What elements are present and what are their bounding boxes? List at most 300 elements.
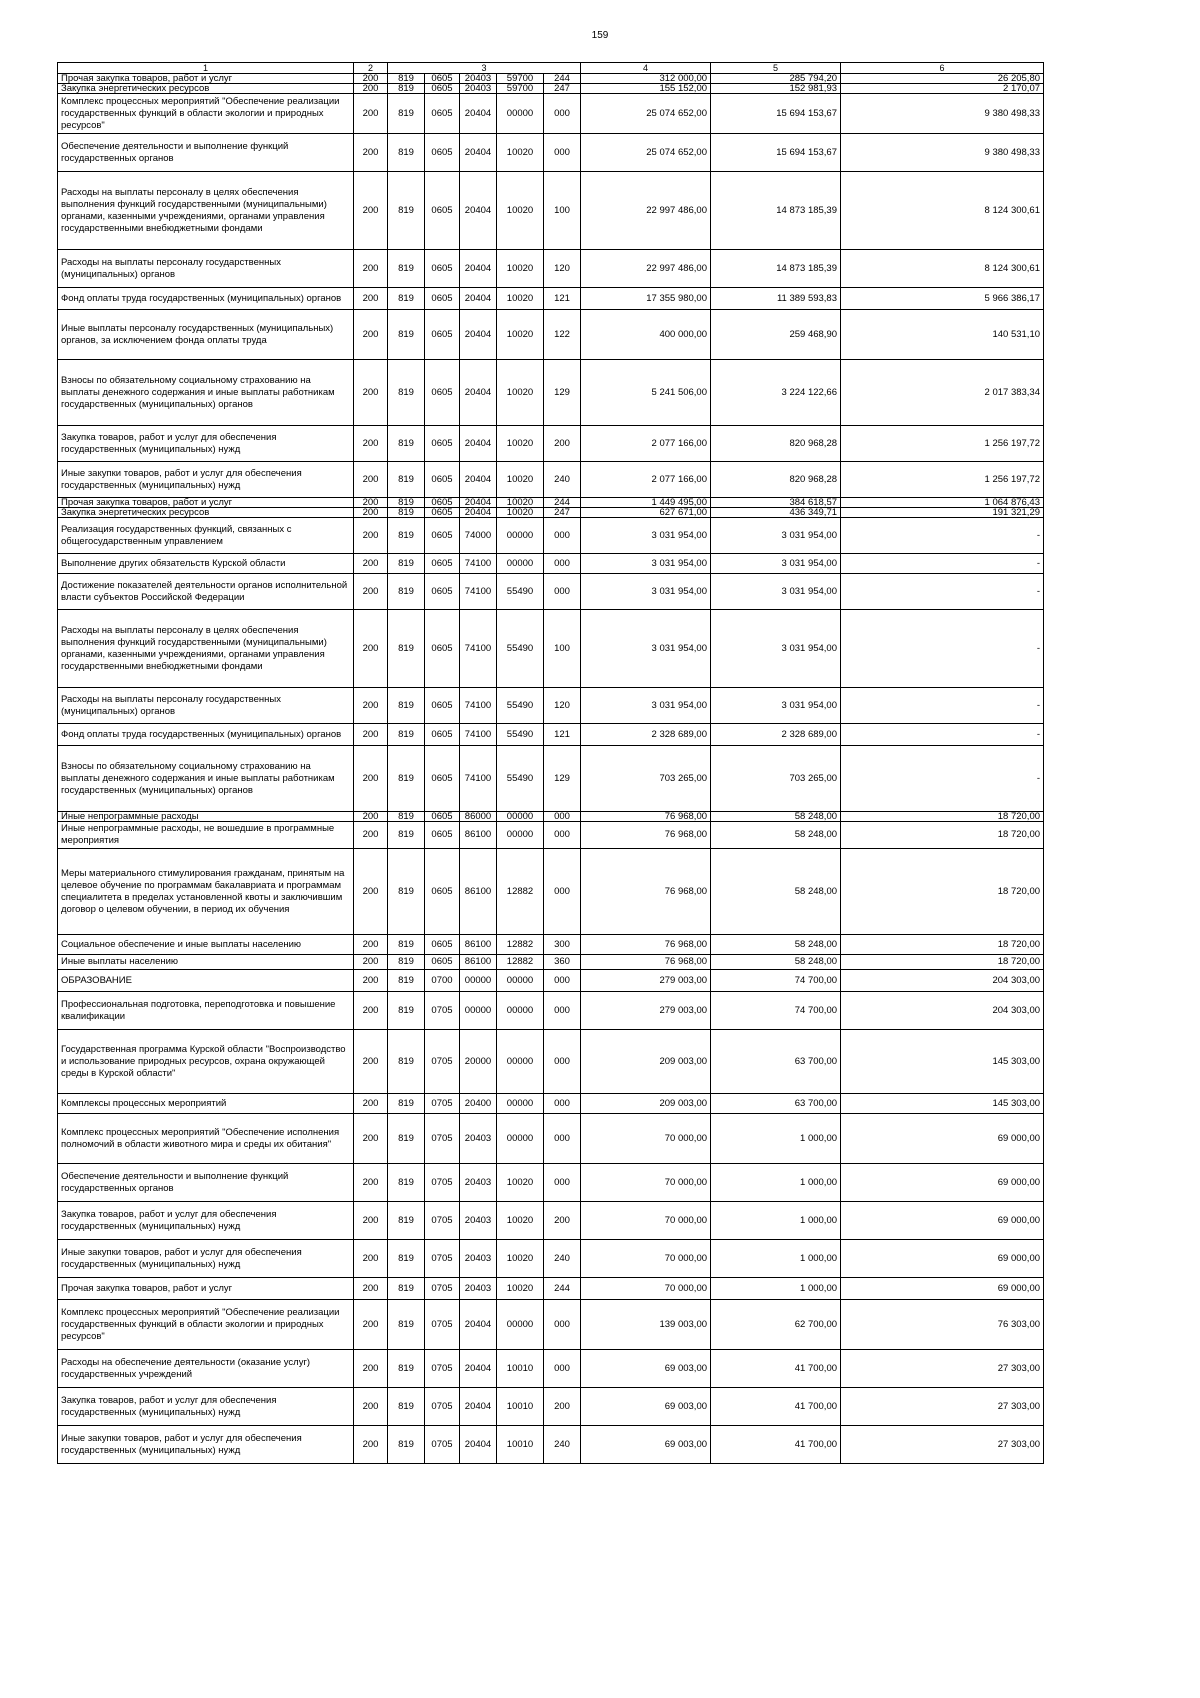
cell-c3a: 819 xyxy=(388,462,425,498)
cell-c3c: 20404 xyxy=(460,462,497,498)
cell-c3d: 10020 xyxy=(497,426,544,462)
cell-c5: 820 968,28 xyxy=(711,462,841,498)
cell-c4: 69 003,00 xyxy=(581,1426,711,1464)
cell-c5: 820 968,28 xyxy=(711,426,841,462)
cell-c3a: 819 xyxy=(388,84,425,94)
budget-table xyxy=(57,62,1044,1464)
cell-c3e: 244 xyxy=(544,74,581,84)
cell-c3d: 10020 xyxy=(497,508,544,518)
cell-c3c: 86100 xyxy=(460,822,497,849)
cell-c6: 27 303,00 xyxy=(841,1426,1044,1464)
cell-c3a: 819 xyxy=(388,574,425,610)
cell-name: Закупка товаров, работ и услуг для обеспечения государственных (муниципальных) нужд xyxy=(58,1202,354,1240)
cell-c4: 1 449 495,00 xyxy=(581,498,711,508)
table-row xyxy=(58,610,1044,688)
cell-c5: 15 694 153,67 xyxy=(711,134,841,172)
cell-c3a: 819 xyxy=(388,288,425,310)
cell-c2: 200 xyxy=(354,94,388,134)
cell-c3a: 819 xyxy=(388,935,425,955)
cell-c6: 2 170,07 xyxy=(841,84,1044,94)
cell-c6: 69 000,00 xyxy=(841,1202,1044,1240)
cell-c5: 3 224 122,66 xyxy=(711,360,841,426)
cell-c3e: 000 xyxy=(544,1094,581,1114)
cell-c3d: 55490 xyxy=(497,610,544,688)
col-header-4: 4 xyxy=(581,63,711,74)
cell-c3b: 0605 xyxy=(425,518,460,554)
cell-c3a: 819 xyxy=(388,360,425,426)
cell-c2: 200 xyxy=(354,74,388,84)
table-row xyxy=(58,992,1044,1030)
cell-c5: 15 694 153,67 xyxy=(711,94,841,134)
cell-c3a: 819 xyxy=(388,688,425,724)
cell-c2: 200 xyxy=(354,1300,388,1350)
table-row xyxy=(58,426,1044,462)
cell-c3c: 20403 xyxy=(460,1164,497,1202)
cell-c4: 70 000,00 xyxy=(581,1240,711,1278)
cell-c3e: 129 xyxy=(544,746,581,812)
cell-c3c: 74100 xyxy=(460,746,497,812)
cell-c4: 70 000,00 xyxy=(581,1202,711,1240)
cell-c4: 3 031 954,00 xyxy=(581,574,711,610)
cell-c3c: 20404 xyxy=(460,1350,497,1388)
cell-c3e: 120 xyxy=(544,250,581,288)
cell-name: Расходы на выплаты персоналу государственных (муниципальных) органов xyxy=(58,250,354,288)
cell-c4: 76 968,00 xyxy=(581,822,711,849)
cell-c3d: 55490 xyxy=(497,688,544,724)
cell-c4: 22 997 486,00 xyxy=(581,172,711,250)
cell-c3b: 0605 xyxy=(425,955,460,970)
cell-c3b: 0605 xyxy=(425,724,460,746)
cell-c3c: 20403 xyxy=(460,1114,497,1164)
cell-c3a: 819 xyxy=(388,1164,425,1202)
cell-c3b: 0705 xyxy=(425,992,460,1030)
table-row xyxy=(58,310,1044,360)
table-row xyxy=(58,1426,1044,1464)
cell-c6: 140 531,10 xyxy=(841,310,1044,360)
cell-c4: 25 074 652,00 xyxy=(581,94,711,134)
table-row xyxy=(58,1114,1044,1164)
cell-c5: 58 248,00 xyxy=(711,955,841,970)
cell-c5: 63 700,00 xyxy=(711,1030,841,1094)
cell-c3e: 200 xyxy=(544,426,581,462)
cell-c3a: 819 xyxy=(388,554,425,574)
cell-c3b: 0605 xyxy=(425,74,460,84)
cell-c3c: 20404 xyxy=(460,508,497,518)
cell-c3a: 819 xyxy=(388,610,425,688)
cell-c2: 200 xyxy=(354,1278,388,1300)
cell-c3a: 819 xyxy=(388,94,425,134)
table-row xyxy=(58,508,1044,518)
cell-name: Комплекс процессных мероприятий "Обеспечение реализации государственных функций в области экологии и природных ресурсов" xyxy=(58,94,354,134)
cell-c6: 8 124 300,61 xyxy=(841,250,1044,288)
cell-c3d: 10010 xyxy=(497,1350,544,1388)
cell-c2: 200 xyxy=(354,1114,388,1164)
cell-name: Иные непрограммные расходы, не вошедшие в программные мероприятия xyxy=(58,822,354,849)
cell-c2: 200 xyxy=(354,812,388,822)
cell-c2: 200 xyxy=(354,849,388,935)
cell-c3e: 129 xyxy=(544,360,581,426)
cell-name: Взносы по обязательному социальному страхованию на выплаты денежного содержания и иные выплаты работникам государственных (муниципальных) органов xyxy=(58,746,354,812)
cell-c5: 63 700,00 xyxy=(711,1094,841,1114)
cell-name: Закупка энергетических ресурсов xyxy=(58,508,354,518)
cell-c3d: 00000 xyxy=(497,992,544,1030)
cell-c3c: 20403 xyxy=(460,1240,497,1278)
cell-c6: 2 017 383,34 xyxy=(841,360,1044,426)
cell-c2: 200 xyxy=(354,250,388,288)
cell-c3a: 819 xyxy=(388,426,425,462)
cell-c3e: 000 xyxy=(544,134,581,172)
cell-c6: - xyxy=(841,574,1044,610)
cell-c6: 27 303,00 xyxy=(841,1388,1044,1426)
cell-c3d: 10020 xyxy=(497,462,544,498)
cell-c3c: 20404 xyxy=(460,1300,497,1350)
cell-c3d: 10020 xyxy=(497,310,544,360)
cell-c3a: 819 xyxy=(388,1278,425,1300)
cell-c3a: 819 xyxy=(388,172,425,250)
cell-c3d: 00000 xyxy=(497,554,544,574)
cell-c3e: 240 xyxy=(544,1240,581,1278)
cell-c3b: 0605 xyxy=(425,134,460,172)
cell-c2: 200 xyxy=(354,508,388,518)
cell-c4: 76 968,00 xyxy=(581,955,711,970)
cell-c2: 200 xyxy=(354,574,388,610)
cell-c5: 3 031 954,00 xyxy=(711,574,841,610)
cell-c3c: 20404 xyxy=(460,498,497,508)
cell-c3d: 00000 xyxy=(497,1114,544,1164)
cell-c3c: 20404 xyxy=(460,1426,497,1464)
cell-c6: 69 000,00 xyxy=(841,1164,1044,1202)
cell-c3c: 86100 xyxy=(460,955,497,970)
cell-c3b: 0705 xyxy=(425,1240,460,1278)
table-row xyxy=(58,822,1044,849)
table-row xyxy=(58,1164,1044,1202)
cell-c3d: 12882 xyxy=(497,955,544,970)
cell-c4: 70 000,00 xyxy=(581,1278,711,1300)
cell-c3b: 0605 xyxy=(425,426,460,462)
cell-name: Иные выплаты персоналу государственных (муниципальных) органов, за исключением фонда оплаты труда xyxy=(58,310,354,360)
cell-c2: 200 xyxy=(354,970,388,992)
col-header-1: 1 xyxy=(58,63,354,74)
cell-c4: 17 355 980,00 xyxy=(581,288,711,310)
table-row xyxy=(58,74,1044,84)
table-row xyxy=(58,94,1044,134)
cell-c3d: 10020 xyxy=(497,498,544,508)
table-row xyxy=(58,1300,1044,1350)
cell-c3e: 120 xyxy=(544,688,581,724)
cell-c6: 18 720,00 xyxy=(841,955,1044,970)
cell-c3e: 121 xyxy=(544,288,581,310)
cell-c3d: 10020 xyxy=(497,360,544,426)
cell-c2: 200 xyxy=(354,462,388,498)
cell-c6: 9 380 498,33 xyxy=(841,134,1044,172)
cell-c6: 204 303,00 xyxy=(841,970,1044,992)
cell-c3b: 0705 xyxy=(425,1300,460,1350)
cell-c4: 312 000,00 xyxy=(581,74,711,84)
cell-name: Обеспечение деятельности и выполнение функций государственных органов xyxy=(58,1164,354,1202)
cell-c3e: 247 xyxy=(544,84,581,94)
cell-c3d: 55490 xyxy=(497,746,544,812)
cell-c3a: 819 xyxy=(388,498,425,508)
cell-c3c: 20403 xyxy=(460,1278,497,1300)
cell-c6: 18 720,00 xyxy=(841,812,1044,822)
cell-c3b: 0605 xyxy=(425,849,460,935)
cell-name: Расходы на выплаты персоналу в целях обеспечения выполнения функций государственными (муниципальными) органами, казенными учреждениями, органами управления государственными внебюджетными фондами xyxy=(58,610,354,688)
cell-c3e: 000 xyxy=(544,554,581,574)
cell-c4: 5 241 506,00 xyxy=(581,360,711,426)
cell-c3b: 0705 xyxy=(425,1202,460,1240)
cell-c6: 18 720,00 xyxy=(841,935,1044,955)
cell-c5: 436 349,71 xyxy=(711,508,841,518)
cell-c6: 191 321,29 xyxy=(841,508,1044,518)
cell-name: Достижение показателей деятельности органов исполнительной власти субъектов Российской Федерации xyxy=(58,574,354,610)
cell-c3b: 0605 xyxy=(425,250,460,288)
cell-c6: 18 720,00 xyxy=(841,849,1044,935)
cell-c6: - xyxy=(841,724,1044,746)
cell-c3e: 000 xyxy=(544,849,581,935)
cell-c4: 2 328 689,00 xyxy=(581,724,711,746)
cell-c4: 3 031 954,00 xyxy=(581,610,711,688)
table-row xyxy=(58,1240,1044,1278)
cell-c3b: 0605 xyxy=(425,574,460,610)
cell-c3e: 000 xyxy=(544,1164,581,1202)
cell-c4: 2 077 166,00 xyxy=(581,462,711,498)
cell-name: Комплексы процессных мероприятий xyxy=(58,1094,354,1114)
cell-c3c: 20404 xyxy=(460,134,497,172)
cell-c2: 200 xyxy=(354,1350,388,1388)
cell-c3b: 0605 xyxy=(425,610,460,688)
cell-c3a: 819 xyxy=(388,250,425,288)
cell-c2: 200 xyxy=(354,84,388,94)
cell-c5: 152 981,93 xyxy=(711,84,841,94)
cell-c2: 200 xyxy=(354,935,388,955)
cell-c2: 200 xyxy=(354,554,388,574)
cell-c5: 3 031 954,00 xyxy=(711,688,841,724)
cell-c2: 200 xyxy=(354,746,388,812)
table-row xyxy=(58,970,1044,992)
cell-c3e: 100 xyxy=(544,172,581,250)
cell-c3b: 0605 xyxy=(425,360,460,426)
cell-c3b: 0605 xyxy=(425,172,460,250)
cell-c3d: 00000 xyxy=(497,1030,544,1094)
cell-c6: 1 256 197,72 xyxy=(841,462,1044,498)
cell-c3c: 20403 xyxy=(460,84,497,94)
table-row xyxy=(58,1388,1044,1426)
cell-name: Иные непрограммные расходы xyxy=(58,812,354,822)
cell-c3d: 55490 xyxy=(497,574,544,610)
cell-c3d: 10020 xyxy=(497,250,544,288)
table-row xyxy=(58,288,1044,310)
cell-c3e: 000 xyxy=(544,518,581,554)
table-row xyxy=(58,250,1044,288)
cell-c3d: 10010 xyxy=(497,1388,544,1426)
cell-c3b: 0705 xyxy=(425,1094,460,1114)
table-row xyxy=(58,688,1044,724)
cell-c5: 74 700,00 xyxy=(711,970,841,992)
cell-c3b: 0605 xyxy=(425,812,460,822)
cell-c2: 200 xyxy=(354,1388,388,1426)
cell-c3d: 10020 xyxy=(497,1278,544,1300)
cell-name: ОБРАЗОВАНИЕ xyxy=(58,970,354,992)
cell-c3a: 819 xyxy=(388,74,425,84)
cell-c3d: 00000 xyxy=(497,1300,544,1350)
cell-c6: - xyxy=(841,610,1044,688)
cell-c3d: 00000 xyxy=(497,970,544,992)
cell-c5: 41 700,00 xyxy=(711,1426,841,1464)
cell-c3c: 20404 xyxy=(460,426,497,462)
cell-name: Фонд оплаты труда государственных (муниципальных) органов xyxy=(58,288,354,310)
column-number-row xyxy=(58,63,1044,74)
cell-c6: 69 000,00 xyxy=(841,1240,1044,1278)
cell-c5: 58 248,00 xyxy=(711,935,841,955)
cell-c2: 200 xyxy=(354,360,388,426)
cell-c4: 703 265,00 xyxy=(581,746,711,812)
cell-c4: 3 031 954,00 xyxy=(581,688,711,724)
cell-c3b: 0605 xyxy=(425,94,460,134)
cell-c3d: 00000 xyxy=(497,518,544,554)
cell-c3e: 000 xyxy=(544,94,581,134)
cell-c2: 200 xyxy=(354,310,388,360)
cell-name: Профессиональная подготовка, переподготовка и повышение квалификации xyxy=(58,992,354,1030)
cell-c3e: 000 xyxy=(544,822,581,849)
cell-c2: 200 xyxy=(354,288,388,310)
cell-c4: 3 031 954,00 xyxy=(581,518,711,554)
cell-c5: 74 700,00 xyxy=(711,992,841,1030)
cell-c3d: 10020 xyxy=(497,172,544,250)
cell-c4: 139 003,00 xyxy=(581,1300,711,1350)
cell-c5: 703 265,00 xyxy=(711,746,841,812)
cell-c3b: 0705 xyxy=(425,1114,460,1164)
cell-c2: 200 xyxy=(354,610,388,688)
cell-c3a: 819 xyxy=(388,518,425,554)
cell-c2: 200 xyxy=(354,518,388,554)
table-row xyxy=(58,746,1044,812)
cell-c3a: 819 xyxy=(388,1030,425,1094)
cell-c3b: 0605 xyxy=(425,935,460,955)
cell-c6: 1 256 197,72 xyxy=(841,426,1044,462)
cell-c3c: 00000 xyxy=(460,970,497,992)
table-row xyxy=(58,498,1044,508)
cell-c5: 3 031 954,00 xyxy=(711,554,841,574)
cell-c3b: 0605 xyxy=(425,688,460,724)
cell-c3d: 10020 xyxy=(497,134,544,172)
cell-c3c: 20400 xyxy=(460,1094,497,1114)
cell-c3b: 0605 xyxy=(425,508,460,518)
cell-c3e: 240 xyxy=(544,1426,581,1464)
cell-c3e: 244 xyxy=(544,1278,581,1300)
cell-c5: 11 389 593,83 xyxy=(711,288,841,310)
cell-name: Реализация государственных функций, связанных с общегосударственным управлением xyxy=(58,518,354,554)
cell-c3a: 819 xyxy=(388,822,425,849)
cell-c2: 200 xyxy=(354,1240,388,1278)
cell-c6: 18 720,00 xyxy=(841,822,1044,849)
table-row xyxy=(58,935,1044,955)
cell-c3a: 819 xyxy=(388,1202,425,1240)
cell-c3c: 20404 xyxy=(460,360,497,426)
table-row xyxy=(58,134,1044,172)
cell-c3c: 20404 xyxy=(460,172,497,250)
cell-c2: 200 xyxy=(354,688,388,724)
table-row xyxy=(58,849,1044,935)
cell-c3c: 74000 xyxy=(460,518,497,554)
cell-c6: 9 380 498,33 xyxy=(841,94,1044,134)
cell-c3d: 55490 xyxy=(497,724,544,746)
cell-c3d: 59700 xyxy=(497,74,544,84)
cell-c5: 285 794,20 xyxy=(711,74,841,84)
cell-c6: 8 124 300,61 xyxy=(841,172,1044,250)
cell-name: Социальное обеспечение и иные выплаты населению xyxy=(58,935,354,955)
cell-c5: 1 000,00 xyxy=(711,1202,841,1240)
cell-c5: 1 000,00 xyxy=(711,1114,841,1164)
cell-c3c: 20403 xyxy=(460,1202,497,1240)
cell-c3d: 10020 xyxy=(497,1240,544,1278)
cell-c3c: 74100 xyxy=(460,554,497,574)
cell-c5: 3 031 954,00 xyxy=(711,610,841,688)
cell-c4: 70 000,00 xyxy=(581,1114,711,1164)
cell-c4: 76 968,00 xyxy=(581,849,711,935)
cell-c5: 2 328 689,00 xyxy=(711,724,841,746)
cell-c3e: 121 xyxy=(544,724,581,746)
cell-c3d: 00000 xyxy=(497,822,544,849)
table-row xyxy=(58,724,1044,746)
cell-c6: 76 303,00 xyxy=(841,1300,1044,1350)
cell-c3e: 000 xyxy=(544,574,581,610)
cell-name: Прочая закупка товаров, работ и услуг xyxy=(58,498,354,508)
cell-c3a: 819 xyxy=(388,1300,425,1350)
cell-c4: 209 003,00 xyxy=(581,1094,711,1114)
cell-c3b: 0705 xyxy=(425,1350,460,1388)
cell-c3e: 000 xyxy=(544,970,581,992)
cell-c3c: 86000 xyxy=(460,812,497,822)
cell-c3c: 74100 xyxy=(460,724,497,746)
cell-c3d: 00000 xyxy=(497,94,544,134)
table-row xyxy=(58,84,1044,94)
cell-c3c: 86100 xyxy=(460,849,497,935)
cell-c2: 200 xyxy=(354,822,388,849)
cell-name: Расходы на выплаты персоналу в целях обеспечения выполнения функций государственными (муниципальными) органами, казенными учреждениями, органами управления государственными внебюджетными фондами xyxy=(58,172,354,250)
cell-c2: 200 xyxy=(354,992,388,1030)
cell-c5: 58 248,00 xyxy=(711,849,841,935)
cell-name: Прочая закупка товаров, работ и услуг xyxy=(58,74,354,84)
cell-c2: 200 xyxy=(354,172,388,250)
cell-c3c: 20404 xyxy=(460,288,497,310)
cell-name: Прочая закупка товаров, работ и услуг xyxy=(58,1278,354,1300)
cell-c3a: 819 xyxy=(388,992,425,1030)
cell-c4: 155 152,00 xyxy=(581,84,711,94)
cell-c3e: 247 xyxy=(544,508,581,518)
cell-c6: 204 303,00 xyxy=(841,992,1044,1030)
cell-c3c: 20404 xyxy=(460,310,497,360)
cell-name: Закупка товаров, работ и услуг для обеспечения государственных (муниципальных) нужд xyxy=(58,1388,354,1426)
cell-c3a: 819 xyxy=(388,746,425,812)
cell-name: Комплекс процессных мероприятий "Обеспечение реализации государственных функций в области экологии и природных ресурсов" xyxy=(58,1300,354,1350)
cell-name: Иные закупки товаров, работ и услуг для обеспечения государственных (муниципальных) нужд xyxy=(58,1426,354,1464)
cell-c3d: 12882 xyxy=(497,849,544,935)
cell-name: Выполнение других обязательств Курской области xyxy=(58,554,354,574)
cell-c2: 200 xyxy=(354,1164,388,1202)
cell-c3c: 20404 xyxy=(460,250,497,288)
cell-c2: 200 xyxy=(354,724,388,746)
cell-c4: 279 003,00 xyxy=(581,992,711,1030)
cell-name: Государственная программа Курской области "Воспроизводство и использование природных ресурсов, охрана окружающей среды в Курской области" xyxy=(58,1030,354,1094)
cell-c6: 26 205,80 xyxy=(841,74,1044,84)
cell-c4: 627 671,00 xyxy=(581,508,711,518)
cell-c3b: 0605 xyxy=(425,822,460,849)
cell-c2: 200 xyxy=(354,1094,388,1114)
cell-c2: 200 xyxy=(354,134,388,172)
cell-c4: 76 968,00 xyxy=(581,935,711,955)
cell-c3c: 74100 xyxy=(460,574,497,610)
cell-c5: 14 873 185,39 xyxy=(711,250,841,288)
